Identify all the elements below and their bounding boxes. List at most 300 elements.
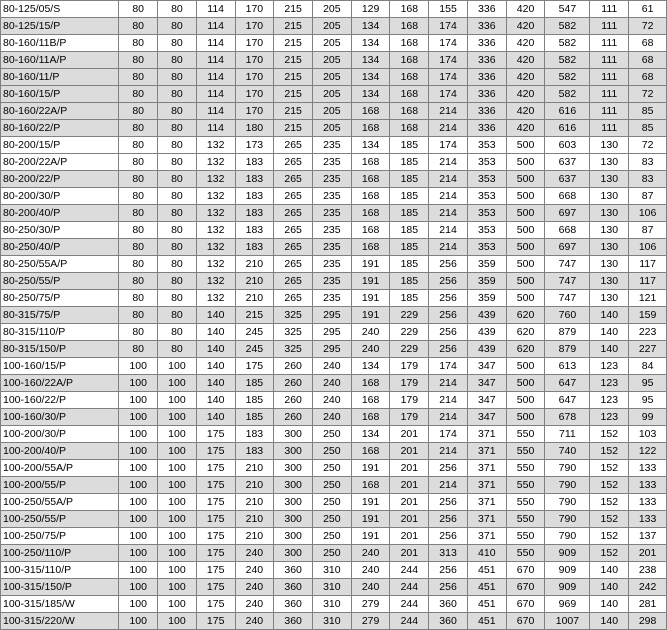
- cell-value: 360: [274, 613, 313, 630]
- cell-value: 140: [590, 307, 629, 324]
- cell-value: 215: [274, 103, 313, 120]
- cell-value: 582: [545, 52, 590, 69]
- cell-value: 353: [467, 171, 506, 188]
- cell-model: 80-250/40/P: [1, 239, 119, 256]
- cell-value: 256: [429, 562, 468, 579]
- cell-value: 114: [196, 120, 235, 137]
- cell-value: 183: [235, 426, 274, 443]
- cell-value: 130: [590, 137, 629, 154]
- cell-value: 168: [390, 35, 429, 52]
- cell-value: 205: [313, 35, 352, 52]
- cell-value: 582: [545, 86, 590, 103]
- cell-value: 175: [235, 358, 274, 375]
- cell-value: 132: [196, 188, 235, 205]
- cell-value: 201: [390, 460, 429, 477]
- cell-value: 214: [429, 239, 468, 256]
- cell-value: 85: [629, 120, 667, 137]
- cell-value: 168: [351, 409, 390, 426]
- cell-value: 238: [629, 562, 667, 579]
- cell-model: 80-160/11A/P: [1, 52, 119, 69]
- cell-value: 879: [545, 324, 590, 341]
- cell-value: 168: [390, 1, 429, 18]
- cell-value: 185: [390, 137, 429, 154]
- cell-value: 174: [429, 52, 468, 69]
- cell-value: 210: [235, 528, 274, 545]
- cell-value: 132: [196, 290, 235, 307]
- cell-value: 72: [629, 86, 667, 103]
- cell-value: 132: [196, 239, 235, 256]
- cell-value: 80: [158, 154, 197, 171]
- cell-value: 265: [274, 188, 313, 205]
- cell-value: 152: [590, 528, 629, 545]
- cell-value: 168: [390, 69, 429, 86]
- cell-value: 347: [467, 358, 506, 375]
- cell-value: 256: [429, 494, 468, 511]
- cell-value: 134: [351, 137, 390, 154]
- cell-value: 72: [629, 18, 667, 35]
- cell-value: 191: [351, 256, 390, 273]
- cell-value: 100: [158, 443, 197, 460]
- cell-value: 420: [506, 120, 545, 137]
- cell-value: 100: [119, 375, 158, 392]
- cell-value: 100: [158, 477, 197, 494]
- cell-value: 310: [313, 579, 352, 596]
- cell-value: 371: [467, 528, 506, 545]
- cell-value: 214: [429, 222, 468, 239]
- cell-value: 500: [506, 154, 545, 171]
- cell-value: 215: [274, 35, 313, 52]
- cell-value: 152: [590, 426, 629, 443]
- cell-value: 80: [119, 239, 158, 256]
- cell-value: 790: [545, 528, 590, 545]
- cell-value: 132: [196, 273, 235, 290]
- cell-value: 183: [235, 188, 274, 205]
- cell-value: 360: [274, 562, 313, 579]
- cell-value: 174: [429, 35, 468, 52]
- cell-value: 310: [313, 596, 352, 613]
- cell-value: 100: [158, 375, 197, 392]
- cell-value: 244: [390, 562, 429, 579]
- cell-model: 80-200/40/P: [1, 205, 119, 222]
- cell-value: 616: [545, 103, 590, 120]
- cell-value: 100: [158, 562, 197, 579]
- cell-value: 420: [506, 103, 545, 120]
- cell-value: 260: [274, 392, 313, 409]
- cell-value: 1007: [545, 613, 590, 630]
- cell-value: 210: [235, 511, 274, 528]
- cell-value: 336: [467, 120, 506, 137]
- cell-value: 80: [119, 137, 158, 154]
- cell-value: 140: [590, 579, 629, 596]
- cell-model: 100-250/55A/P: [1, 494, 119, 511]
- cell-value: 205: [313, 1, 352, 18]
- cell-model: 100-250/75/P: [1, 528, 119, 545]
- cell-value: 140: [196, 392, 235, 409]
- cell-value: 185: [390, 239, 429, 256]
- cell-value: 245: [235, 341, 274, 358]
- cell-value: 185: [390, 154, 429, 171]
- cell-value: 265: [274, 137, 313, 154]
- cell-value: 168: [390, 18, 429, 35]
- cell-value: 201: [390, 511, 429, 528]
- cell-value: 300: [274, 545, 313, 562]
- cell-value: 100: [119, 511, 158, 528]
- cell-value: 175: [196, 460, 235, 477]
- cell-value: 80: [158, 290, 197, 307]
- cell-value: 260: [274, 358, 313, 375]
- cell-value: 250: [313, 545, 352, 562]
- cell-value: 114: [196, 103, 235, 120]
- cell-value: 240: [313, 375, 352, 392]
- cell-value: 250: [313, 511, 352, 528]
- table-row: [1, 613, 667, 630]
- cell-value: 140: [590, 596, 629, 613]
- cell-value: 129: [351, 1, 390, 18]
- table-row: [1, 392, 667, 409]
- table-row: [1, 358, 667, 375]
- cell-value: 214: [429, 120, 468, 137]
- cell-value: 240: [235, 579, 274, 596]
- cell-value: 80: [158, 171, 197, 188]
- cell-value: 95: [629, 392, 667, 409]
- cell-value: 550: [506, 511, 545, 528]
- cell-value: 265: [274, 205, 313, 222]
- cell-value: 214: [429, 171, 468, 188]
- cell-value: 80: [158, 324, 197, 341]
- cell-value: 300: [274, 494, 313, 511]
- cell-value: 111: [590, 103, 629, 120]
- cell-value: 100: [119, 494, 158, 511]
- cell-value: 140: [590, 562, 629, 579]
- cell-value: 106: [629, 205, 667, 222]
- cell-value: 140: [196, 409, 235, 426]
- cell-value: 100: [158, 511, 197, 528]
- cell-value: 353: [467, 154, 506, 171]
- cell-value: 130: [590, 154, 629, 171]
- cell-value: 173: [235, 137, 274, 154]
- cell-value: 256: [429, 324, 468, 341]
- cell-value: 265: [274, 256, 313, 273]
- cell-value: 647: [545, 375, 590, 392]
- table-row: [1, 426, 667, 443]
- cell-value: 114: [196, 69, 235, 86]
- cell-value: 152: [590, 460, 629, 477]
- cell-value: 214: [429, 205, 468, 222]
- cell-value: 111: [590, 120, 629, 137]
- cell-model: 80-250/75/P: [1, 290, 119, 307]
- cell-value: 879: [545, 341, 590, 358]
- cell-value: 80: [158, 103, 197, 120]
- cell-value: 214: [429, 392, 468, 409]
- cell-value: 134: [351, 18, 390, 35]
- cell-value: 550: [506, 528, 545, 545]
- cell-value: 205: [313, 18, 352, 35]
- cell-model: 80-160/15/P: [1, 86, 119, 103]
- cell-value: 265: [274, 171, 313, 188]
- cell-value: 347: [467, 375, 506, 392]
- cell-value: 205: [313, 52, 352, 69]
- cell-value: 168: [351, 239, 390, 256]
- cell-value: 500: [506, 222, 545, 239]
- cell-value: 500: [506, 171, 545, 188]
- cell-value: 80: [158, 273, 197, 290]
- cell-value: 80: [119, 290, 158, 307]
- cell-value: 80: [158, 137, 197, 154]
- cell-value: 240: [351, 579, 390, 596]
- cell-value: 80: [158, 52, 197, 69]
- cell-value: 325: [274, 341, 313, 358]
- cell-value: 140: [590, 613, 629, 630]
- cell-value: 100: [158, 358, 197, 375]
- cell-value: 215: [274, 86, 313, 103]
- cell-value: 80: [119, 324, 158, 341]
- cell-value: 240: [313, 358, 352, 375]
- cell-value: 500: [506, 239, 545, 256]
- cell-value: 191: [351, 528, 390, 545]
- cell-value: 100: [119, 477, 158, 494]
- cell-value: 140: [590, 324, 629, 341]
- cell-value: 132: [196, 171, 235, 188]
- cell-value: 170: [235, 52, 274, 69]
- cell-value: 68: [629, 52, 667, 69]
- cell-model: 80-160/22/P: [1, 120, 119, 137]
- cell-value: 214: [429, 103, 468, 120]
- cell-value: 201: [390, 426, 429, 443]
- cell-value: 134: [351, 52, 390, 69]
- cell-value: 500: [506, 409, 545, 426]
- cell-value: 80: [158, 69, 197, 86]
- cell-value: 133: [629, 477, 667, 494]
- cell-value: 235: [313, 239, 352, 256]
- cell-value: 223: [629, 324, 667, 341]
- cell-value: 100: [119, 426, 158, 443]
- cell-value: 240: [235, 596, 274, 613]
- cell-value: 201: [390, 528, 429, 545]
- cell-value: 185: [235, 409, 274, 426]
- cell-value: 670: [506, 596, 545, 613]
- cell-value: 325: [274, 307, 313, 324]
- cell-value: 168: [390, 86, 429, 103]
- cell-value: 191: [351, 511, 390, 528]
- cell-value: 80: [158, 1, 197, 18]
- table-row: [1, 477, 667, 494]
- cell-value: 279: [351, 596, 390, 613]
- cell-value: 175: [196, 562, 235, 579]
- table-row: [1, 137, 667, 154]
- cell-value: 336: [467, 103, 506, 120]
- cell-model: 80-315/75/P: [1, 307, 119, 324]
- cell-model: 100-200/55A/P: [1, 460, 119, 477]
- cell-value: 670: [506, 579, 545, 596]
- cell-value: 439: [467, 307, 506, 324]
- cell-value: 500: [506, 358, 545, 375]
- cell-model: 80-250/55A/P: [1, 256, 119, 273]
- cell-value: 215: [274, 69, 313, 86]
- cell-value: 114: [196, 86, 235, 103]
- cell-value: 336: [467, 69, 506, 86]
- cell-value: 969: [545, 596, 590, 613]
- cell-value: 168: [351, 375, 390, 392]
- cell-value: 191: [351, 290, 390, 307]
- cell-value: 245: [235, 324, 274, 341]
- cell-value: 130: [590, 222, 629, 239]
- cell-value: 80: [119, 1, 158, 18]
- cell-value: 420: [506, 1, 545, 18]
- cell-value: 451: [467, 562, 506, 579]
- cell-value: 550: [506, 494, 545, 511]
- cell-value: 111: [590, 69, 629, 86]
- cell-value: 235: [313, 188, 352, 205]
- table-row: [1, 579, 667, 596]
- cell-value: 152: [590, 494, 629, 511]
- cell-value: 420: [506, 35, 545, 52]
- cell-value: 336: [467, 18, 506, 35]
- cell-value: 174: [429, 86, 468, 103]
- cell-value: 191: [351, 494, 390, 511]
- cell-value: 168: [351, 443, 390, 460]
- cell-value: 175: [196, 528, 235, 545]
- cell-value: 117: [629, 256, 667, 273]
- cell-value: 130: [590, 290, 629, 307]
- cell-model: 80-125/15/P: [1, 18, 119, 35]
- cell-value: 100: [158, 545, 197, 562]
- cell-value: 185: [235, 392, 274, 409]
- table-row: [1, 511, 667, 528]
- cell-value: 80: [119, 120, 158, 137]
- cell-value: 500: [506, 290, 545, 307]
- cell-value: 214: [429, 188, 468, 205]
- cell-value: 215: [274, 18, 313, 35]
- cell-value: 451: [467, 613, 506, 630]
- cell-value: 260: [274, 375, 313, 392]
- cell-value: 325: [274, 324, 313, 341]
- cell-value: 201: [390, 494, 429, 511]
- table-row: [1, 52, 667, 69]
- cell-value: 80: [119, 171, 158, 188]
- cell-value: 100: [119, 528, 158, 545]
- cell-value: 179: [390, 375, 429, 392]
- cell-value: 179: [390, 409, 429, 426]
- cell-value: 336: [467, 1, 506, 18]
- cell-value: 183: [235, 154, 274, 171]
- cell-value: 80: [158, 120, 197, 137]
- cell-model: 100-160/22A/P: [1, 375, 119, 392]
- cell-value: 140: [196, 341, 235, 358]
- cell-value: 747: [545, 256, 590, 273]
- cell-value: 336: [467, 52, 506, 69]
- cell-value: 155: [429, 1, 468, 18]
- cell-value: 170: [235, 18, 274, 35]
- cell-value: 175: [196, 579, 235, 596]
- cell-value: 170: [235, 1, 274, 18]
- cell-value: 347: [467, 392, 506, 409]
- cell-value: 256: [429, 290, 468, 307]
- cell-value: 191: [351, 273, 390, 290]
- cell-value: 168: [390, 120, 429, 137]
- cell-value: 134: [351, 426, 390, 443]
- cell-value: 620: [506, 307, 545, 324]
- table-row: [1, 273, 667, 290]
- cell-value: 500: [506, 392, 545, 409]
- cell-value: 214: [429, 409, 468, 426]
- cell-value: 84: [629, 358, 667, 375]
- cell-value: 168: [351, 120, 390, 137]
- cell-value: 300: [274, 443, 313, 460]
- cell-value: 117: [629, 273, 667, 290]
- cell-value: 179: [390, 358, 429, 375]
- cell-value: 123: [590, 358, 629, 375]
- cell-value: 180: [235, 120, 274, 137]
- cell-value: 300: [274, 511, 313, 528]
- cell-value: 500: [506, 205, 545, 222]
- cell-value: 244: [390, 596, 429, 613]
- cell-value: 168: [351, 392, 390, 409]
- cell-value: 637: [545, 171, 590, 188]
- table-row: [1, 205, 667, 222]
- cell-value: 80: [158, 18, 197, 35]
- cell-value: 100: [119, 613, 158, 630]
- cell-value: 130: [590, 239, 629, 256]
- cell-value: 80: [158, 256, 197, 273]
- cell-value: 140: [196, 324, 235, 341]
- cell-value: 191: [351, 307, 390, 324]
- table-row: [1, 290, 667, 307]
- cell-model: 80-200/30/P: [1, 188, 119, 205]
- cell-value: 210: [235, 273, 274, 290]
- cell-value: 185: [390, 273, 429, 290]
- cell-value: 201: [390, 443, 429, 460]
- cell-value: 256: [429, 307, 468, 324]
- cell-value: 80: [119, 188, 158, 205]
- cell-value: 174: [429, 69, 468, 86]
- cell-value: 215: [274, 120, 313, 137]
- cell-value: 122: [629, 443, 667, 460]
- cell-value: 175: [196, 443, 235, 460]
- cell-value: 240: [313, 409, 352, 426]
- cell-value: 360: [429, 596, 468, 613]
- cell-value: 298: [629, 613, 667, 630]
- cell-value: 215: [235, 307, 274, 324]
- cell-value: 111: [590, 86, 629, 103]
- cell-value: 235: [313, 205, 352, 222]
- cell-value: 85: [629, 103, 667, 120]
- cell-value: 240: [235, 562, 274, 579]
- cell-value: 80: [119, 35, 158, 52]
- cell-model: 80-160/22A/P: [1, 103, 119, 120]
- cell-value: 235: [313, 137, 352, 154]
- cell-value: 201: [390, 477, 429, 494]
- cell-model: 100-160/15/P: [1, 358, 119, 375]
- cell-value: 183: [235, 205, 274, 222]
- cell-value: 123: [590, 375, 629, 392]
- table-row: [1, 256, 667, 273]
- cell-value: 175: [196, 613, 235, 630]
- cell-value: 80: [119, 86, 158, 103]
- cell-value: 250: [313, 477, 352, 494]
- cell-value: 100: [119, 460, 158, 477]
- cell-value: 371: [467, 494, 506, 511]
- cell-value: 133: [629, 511, 667, 528]
- cell-value: 227: [629, 341, 667, 358]
- cell-value: 240: [351, 562, 390, 579]
- table-row: [1, 120, 667, 137]
- cell-value: 80: [119, 103, 158, 120]
- cell-value: 310: [313, 562, 352, 579]
- cell-value: 100: [119, 579, 158, 596]
- cell-value: 359: [467, 273, 506, 290]
- cell-value: 152: [590, 477, 629, 494]
- cell-value: 80: [119, 222, 158, 239]
